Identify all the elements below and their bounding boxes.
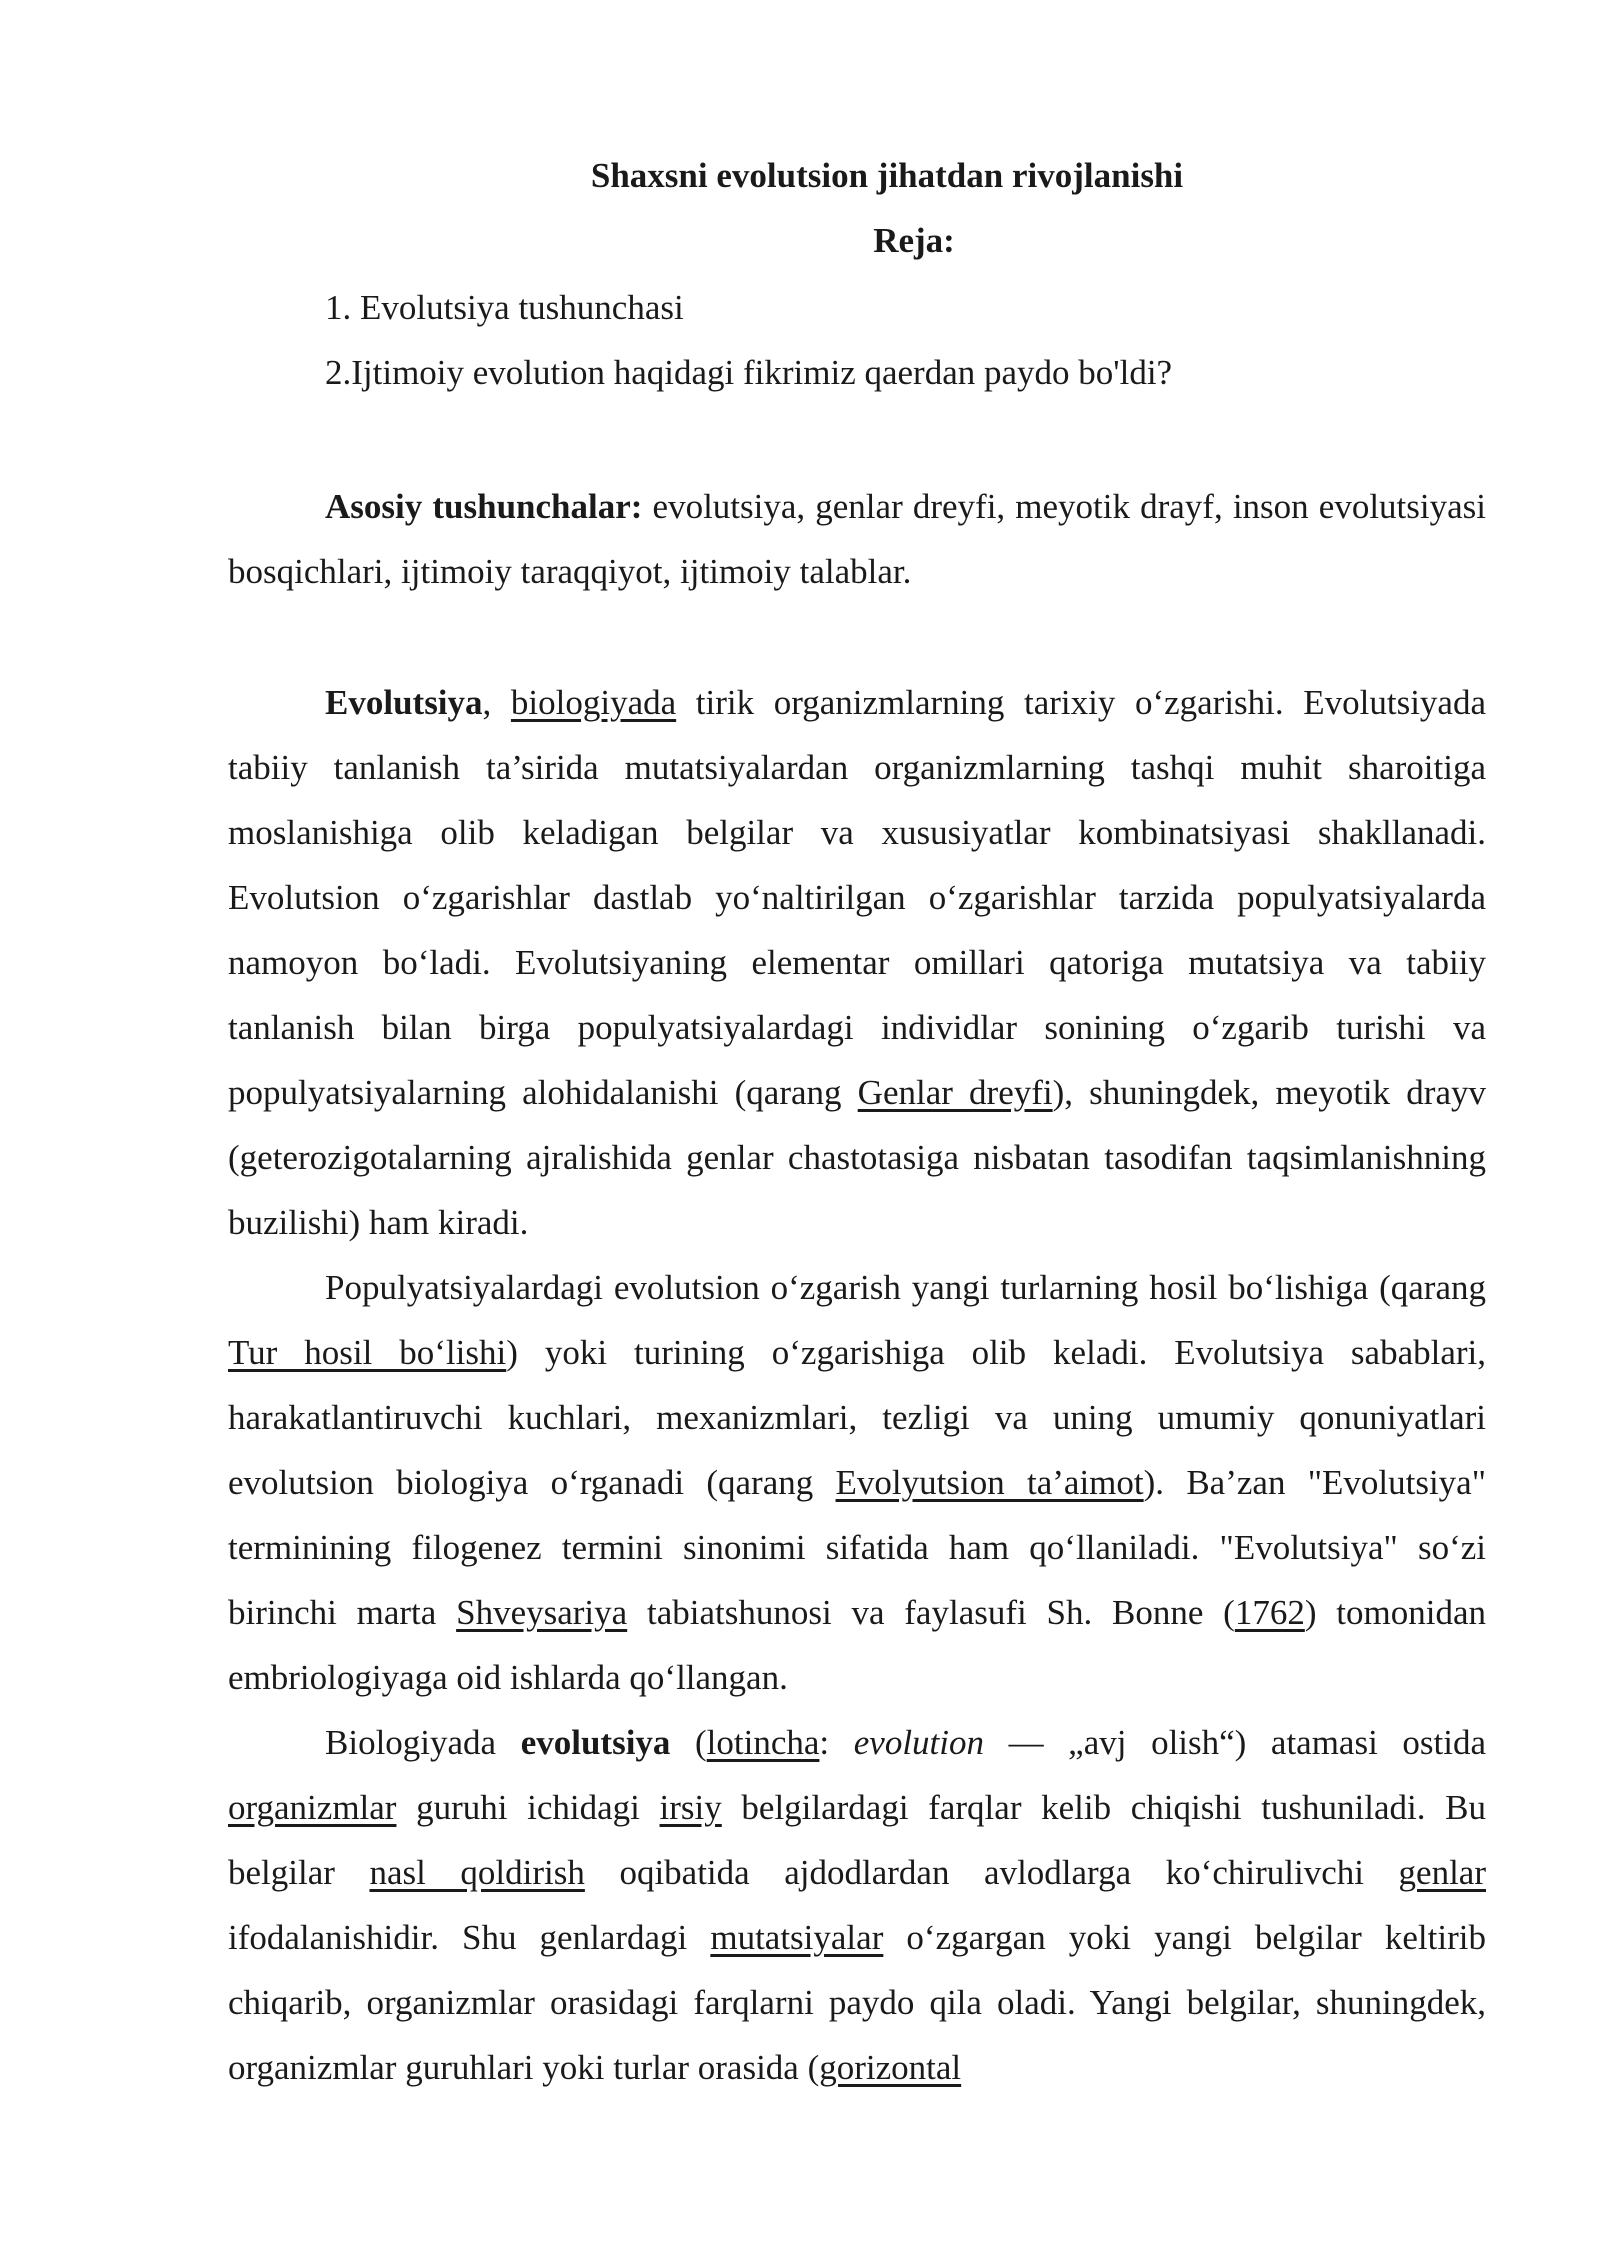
text-run: Biologiyada [325, 1723, 521, 1762]
text-run: ) yoki turining o‘zgarishiga olib keladi. Evolutsiya sabablari, harakatlantiruvchi kuchlari, mexanizmlari, tezligi va uning umumiy qonuniyatlari evolutsion biologiya o‘rganadi (qarang [228, 1333, 1486, 1502]
text-run: belgilardagi farqlar kelib chiqishi tushuniladi. Bu belgilar [228, 1788, 1487, 1892]
biology-evolution-paragraph [228, 1710, 1486, 2100]
key-concepts-paragraph [228, 474, 1486, 604]
link-genlar-dreyfi[interactable]: Genlar dreyfi [857, 1073, 1053, 1112]
plan-item-2: 2.Ijtimoiy evolution haqidagi fikrimiz qaerdan paydo bo'ldi? [325, 353, 1173, 392]
spacer [228, 604, 1486, 670]
text-run: ) tomonidan embriologiyaga oid ishlarda qo‘llangan. [228, 1593, 1486, 1697]
text-run: , [482, 683, 511, 722]
text-run: : [819, 1723, 854, 1762]
link-biologiyada[interactable]: biologiyada [510, 683, 677, 722]
link-shveysariya[interactable]: Shveysariya [456, 1593, 628, 1632]
text-run: oqibatida ajdodlardan avlodlarga ko‘chirulivchi [584, 1853, 1399, 1892]
text-run: ifodalanishidir. Shu genlardagi [228, 1918, 711, 1957]
key-concepts-label: Asosiy tushunchalar: [325, 487, 643, 526]
text-run: ). Ba’zan "Evolutsiya" terminining filogenez termini sinonimi sifatida ham qo‘llaniladi. "Evolutsiya" so‘zi birinchi marta [228, 1463, 1487, 1632]
text-run: — „avj olish“) atamasi ostida [984, 1723, 1487, 1762]
link-nasl-qoldirish[interactable]: nasl qoldirish [369, 1853, 585, 1892]
link-evolyutsion-taaimot[interactable]: Evolyutsion ta’aimot [835, 1463, 1144, 1502]
latin-word: evolution [853, 1723, 984, 1762]
plan-item-1: 1. Evolutsiya tushunchasi [325, 288, 684, 327]
link-mutatsiyalar[interactable]: mutatsiyalar [710, 1918, 884, 1957]
link-irsiy[interactable]: irsiy [659, 1788, 722, 1827]
link-1762[interactable]: 1762 [1234, 1593, 1305, 1632]
evolution-term-bold: evolutsiya [520, 1723, 671, 1762]
link-gorizontal[interactable]: gorizontal [819, 2048, 962, 2087]
link-genlar[interactable]: genlar [1398, 1853, 1486, 1892]
key-concepts-text: evolutsiya, genlar dreyfi, meyotik drayf, inson evolutsiyasi bosqichlari, ijtimoiy taraqqiyot, ijtimoiy talablar. [228, 487, 1487, 591]
link-organizmlar[interactable]: organizmlar [228, 1788, 397, 1827]
link-tur-hosil-bolishi[interactable]: Tur hosil bo‘lishi [228, 1333, 507, 1372]
text-run: ), shuningdek, meyotik drayv (geterozigotalarning ajralishida genlar chastotasiga nisbatan tasodifan taqsimlanishning buzilishi) ham kiradi. [228, 1073, 1486, 1242]
evolution-definition-paragraph [228, 670, 1486, 1255]
spacer [228, 408, 1486, 474]
speciation-paragraph [228, 1255, 1486, 1710]
text-run: tabiatshunosi va faylasufi Sh. Bonne ( [627, 1593, 1235, 1632]
text-run: ( [670, 1723, 707, 1762]
page-title: Shaxsni evolutsion jihatdan rivojlanishi [590, 156, 1184, 195]
evolution-term: Evolutsiya [325, 683, 483, 722]
text-run: tirik organizmlarning tarixiy o‘zgarishi. Evolutsiyada tabiiy tanlanish ta’sirida mutatsiyalardan organizmlarning tashqi muhit sharoitiga moslanishiga olib keladigan belgilar va xususiyatlar kombinatsiyasi shakllanadi. Evolutsion o‘zgarishlar dastlab yo‘naltirilgan o‘zgarishlar tarzida populyatsiyalarda namoyon bo‘ladi. Evolutsiyaning elementar omillari qatoriga mutatsiya va tabiiy tanlanish bilan birga populyatsiyalardagi individlar sonining o‘zgarib turishi va populyatsiyalarning alohidalanishi (qarang [228, 683, 1486, 1112]
document-body [228, 148, 1486, 2100]
text-run: guruhi ichidagi [396, 1788, 660, 1827]
text-run: Populyatsiyalardagi evolutsion o‘zgarish yangi turlarning hosil bo‘lishiga (qarang [325, 1268, 1486, 1307]
plan-heading: Reja: [873, 221, 955, 260]
text-run: o‘zgargan yoki yangi belgilar keltirib chiqarib, organizmlar orasidagi farqlarni paydo qila oladi. Yangi belgilar, shuningdek, organizmlar guruhlari yoki turlar orasida ( [228, 1918, 1486, 2087]
link-lotincha[interactable]: lotincha [706, 1723, 820, 1762]
